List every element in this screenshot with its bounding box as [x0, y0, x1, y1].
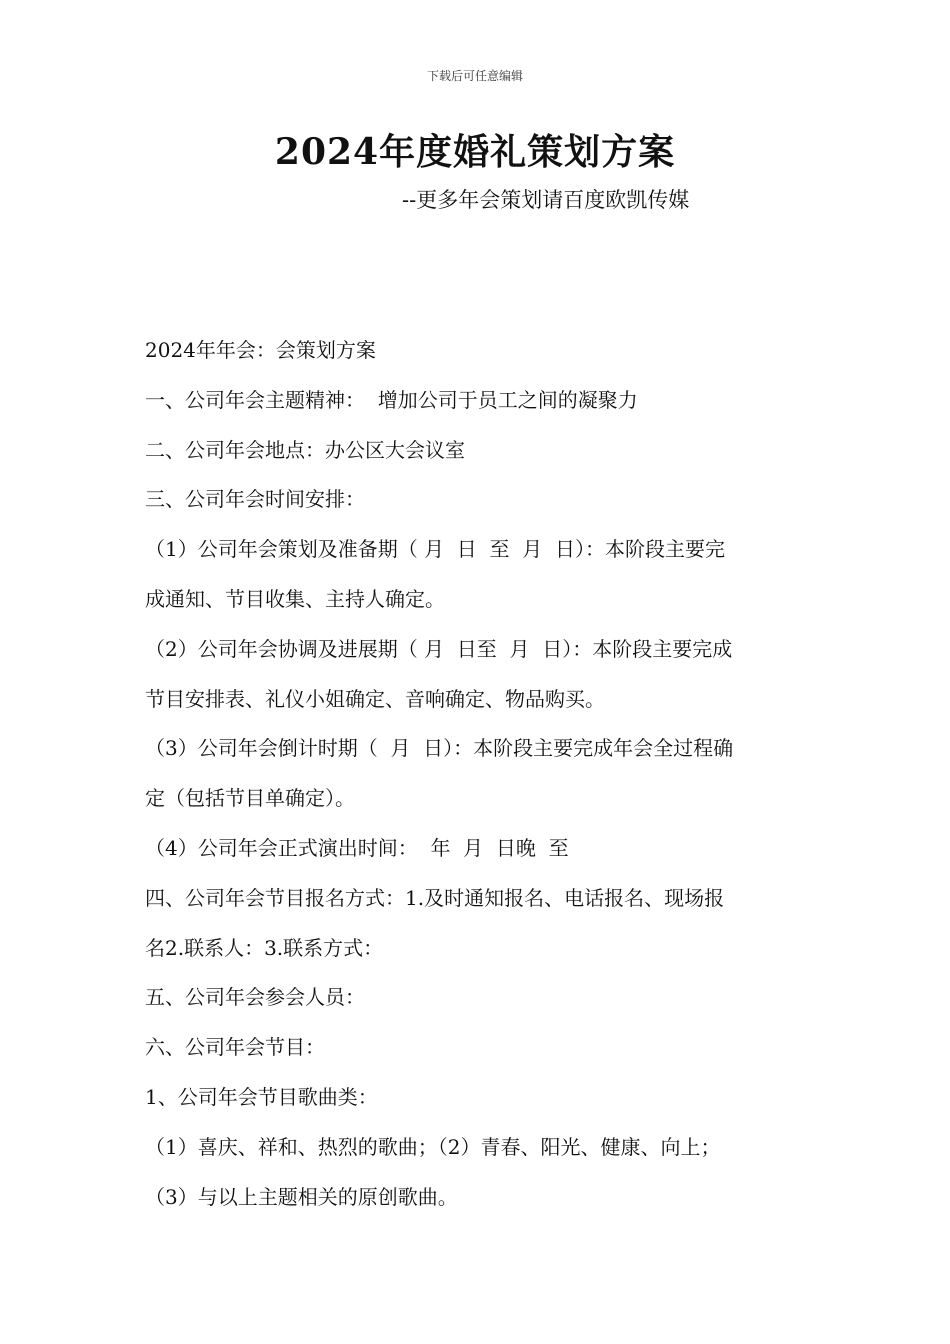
body-line-signup-cont: 名2.联系人：3.联系方式：	[145, 935, 384, 960]
document-body	[145, 332, 810, 1228]
body-line-songs-list: （1）喜庆、祥和、热烈的歌曲；（2）青春、阳光、健康、向上；	[145, 1134, 721, 1159]
header-note: 下载后可任意编辑	[426, 69, 523, 83]
body-line-location: 二、公司年会地点：办公区大会议室	[145, 437, 465, 462]
body-line-theme: 一、公司年会主题精神： 增加公司于员工之间的凝聚力	[145, 387, 638, 412]
body-line-signup: 四、公司年会节目报名方式：1.及时通知报名、电话报名、现场报	[145, 885, 725, 910]
body-line-songs-list-cont: （3）与以上主题相关的原创歌曲。	[145, 1184, 458, 1209]
document-subtitle: --更多年会策划请百度欧凯传媒	[402, 188, 690, 212]
body-line-programs: 六、公司年会节目：	[145, 1035, 325, 1060]
body-line-schedule-1: （1）公司年会策划及准备期（ 月 日 至 月 日）：本阶段主要完	[145, 537, 725, 562]
body-line-attendees: 五、公司年会参会人员：	[145, 985, 365, 1010]
body-line-heading: 2024年年会：会策划方案	[145, 338, 376, 362]
body-line-schedule-4: （4）公司年会正式演出时间： 年 月 日晚 至	[145, 835, 569, 860]
body-line-schedule-2-cont: 节目安排表、礼仪小姐确定、音响确定、物品购买。	[145, 686, 605, 711]
body-line-schedule-1-cont: 成通知、节目收集、主持人确定。	[145, 586, 445, 611]
document-title: 2024年度婚礼策划方案	[274, 131, 676, 173]
body-line-schedule-2: （2）公司年会协调及进展期（ 月 日至 月 日）：本阶段主要完成	[145, 636, 733, 661]
body-line-schedule-3: （3）公司年会倒计时期（ 月 日）：本阶段主要完成年会全过程确	[145, 736, 734, 761]
body-line-schedule-3-cont: 定（包括节目单确定）。	[145, 786, 355, 811]
body-line-schedule: 三、公司年会时间安排：	[145, 487, 365, 512]
body-line-songs: 1、公司年会节目歌曲类：	[145, 1084, 378, 1109]
